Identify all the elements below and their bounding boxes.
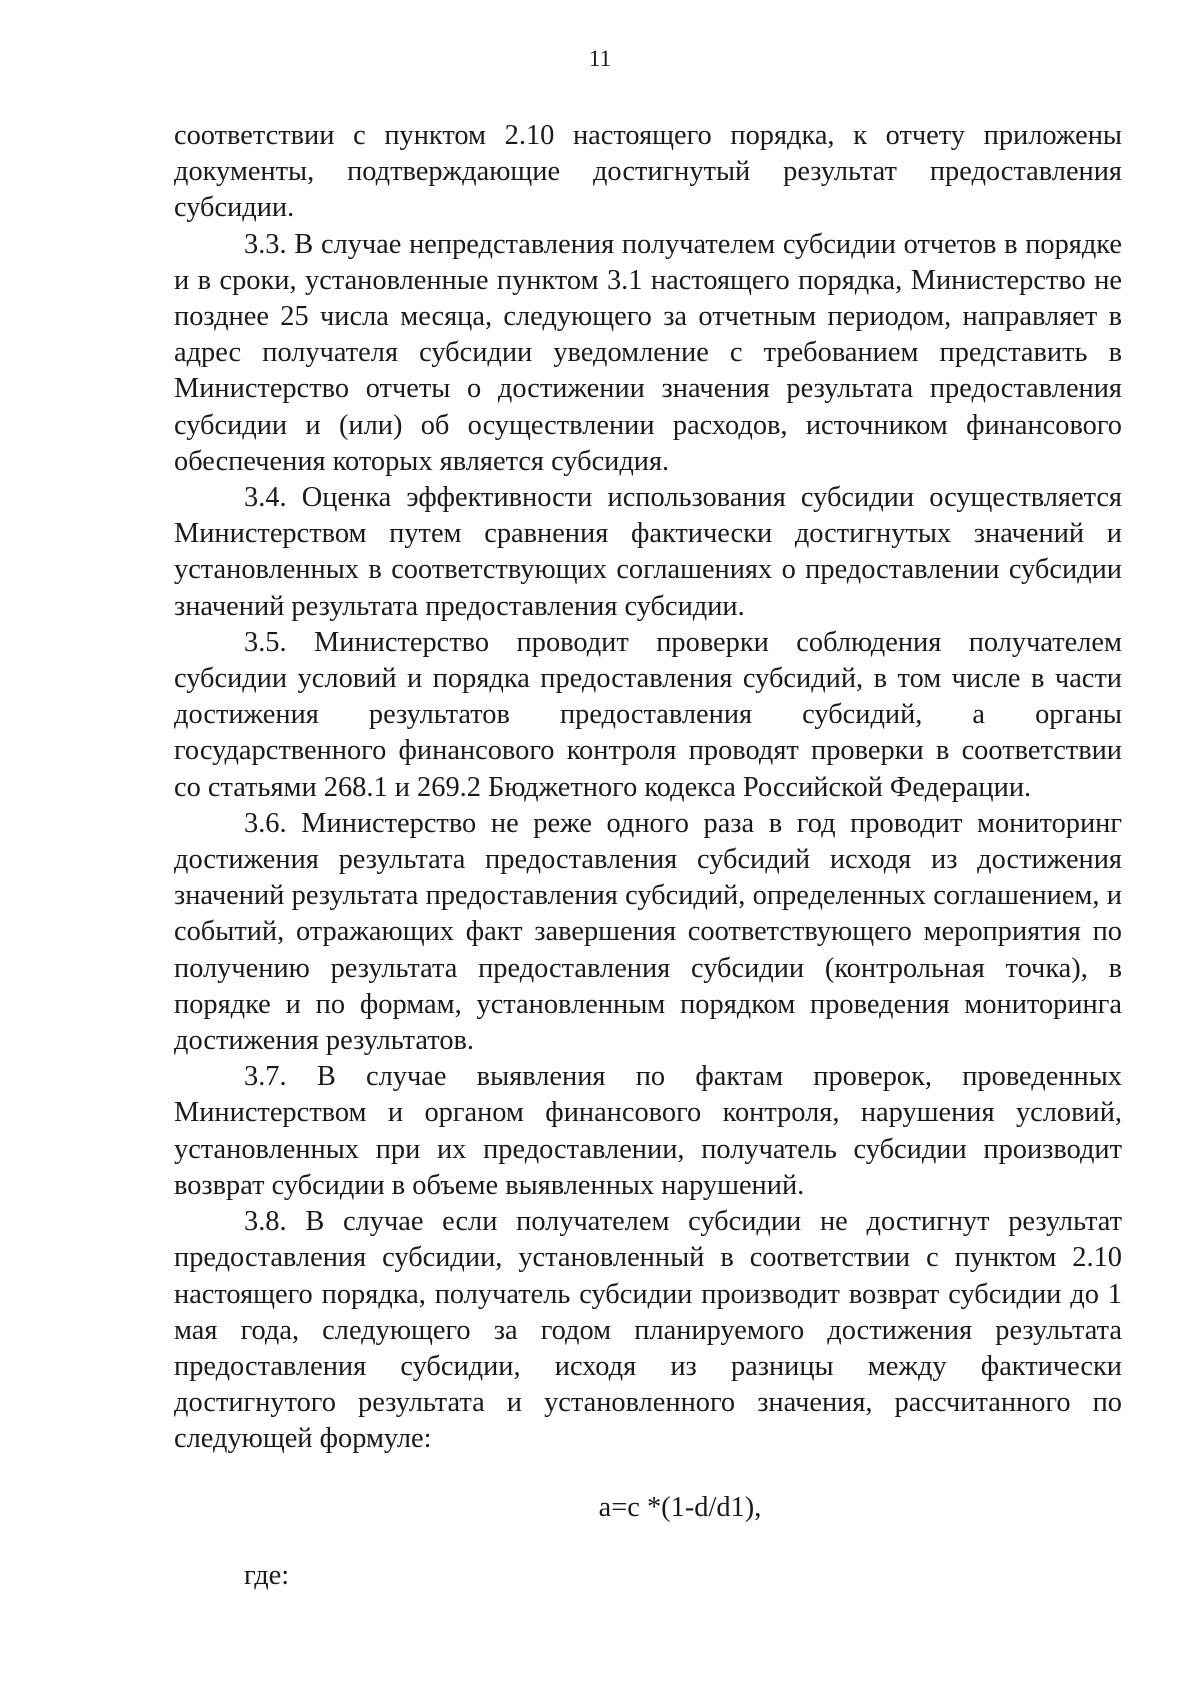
document-body: [174, 118, 1122, 1594]
paragraph-3-4: 3.4. Оценка эффективности использования субсидии осуществляется Министерством путем сравнения фактически достигнутых значений и установленных в соответствующих соглашениях о предоставлении субсидии значений результата предоставления субсидии.: [174, 482, 1122, 622]
formula: a=c *(1-d/d1),: [598, 1491, 762, 1523]
paragraph-3-5: 3.5. Министерство проводит проверки соблюдения получателем субсидии условий и порядка предоставления субсидий, в том числе в части достижения результатов предоставления субсидий, а органы государственного финансового контроля проводят проверки в соответствии со статьями 268.1 и 269.2 Бюджетного кодекса Российской Федерации.: [174, 626, 1122, 803]
paragraph-continuation: соответствии с пунктом 2.10 настоящего порядка, к отчету приложены документы, подтверждающие достигнутый результат предоставления субсидии.: [174, 120, 1122, 224]
paragraph-3-7: 3.7. В случае выявления по фактам проверок, проведенных Министерством и органом финансового контроля, нарушения условий, установленных при их предоставлении, получатель субсидии производит возврат субсидии в объеме выявленных нарушений.: [174, 1061, 1122, 1201]
page-number: 11: [588, 46, 612, 71]
where-label: где:: [244, 1559, 290, 1591]
paragraph-3-8: 3.8. В случае если получателем субсидии не достигнут результат предоставления субсидии, установленный в соответствии с пунктом 2.10 настоящего порядка, получатель субсидии производит возврат субсидии до 1 мая года, следующего за годом планируемого достижения результата предоставления субсидии, исходя из разницы между фактически достигнутого результата и установленного значения, рассчитанного по следующей формуле:: [174, 1206, 1122, 1455]
paragraph-3-6: 3.6. Министерство не реже одного раза в год проводит мониторинг достижения результата предоставления субсидий исходя из достижения значений результата предоставления субсидий, определенных соглашением, и событий, отражающих факт завершения соответствующего мероприятия по получению результата предоставления субсидии (контрольная точка), в порядке и по формам, установленным порядком проведения мониторинга достижения результатов.: [174, 807, 1122, 1057]
paragraph-3-3: 3.3. В случае непредставления получателем субсидии отчетов в порядке и в сроки, установленные пунктом 3.1 настоящего порядка, Министерство не позднее 25 числа месяца, следующего за отчетным периодом, направляет в адрес получателя субсидии уведомление с требованием представить в Министерство отчеты о достижении значения результата предоставления субсидии и (или) об осуществлении расходов, источником финансового обеспечения которых является субсидия.: [174, 228, 1122, 477]
